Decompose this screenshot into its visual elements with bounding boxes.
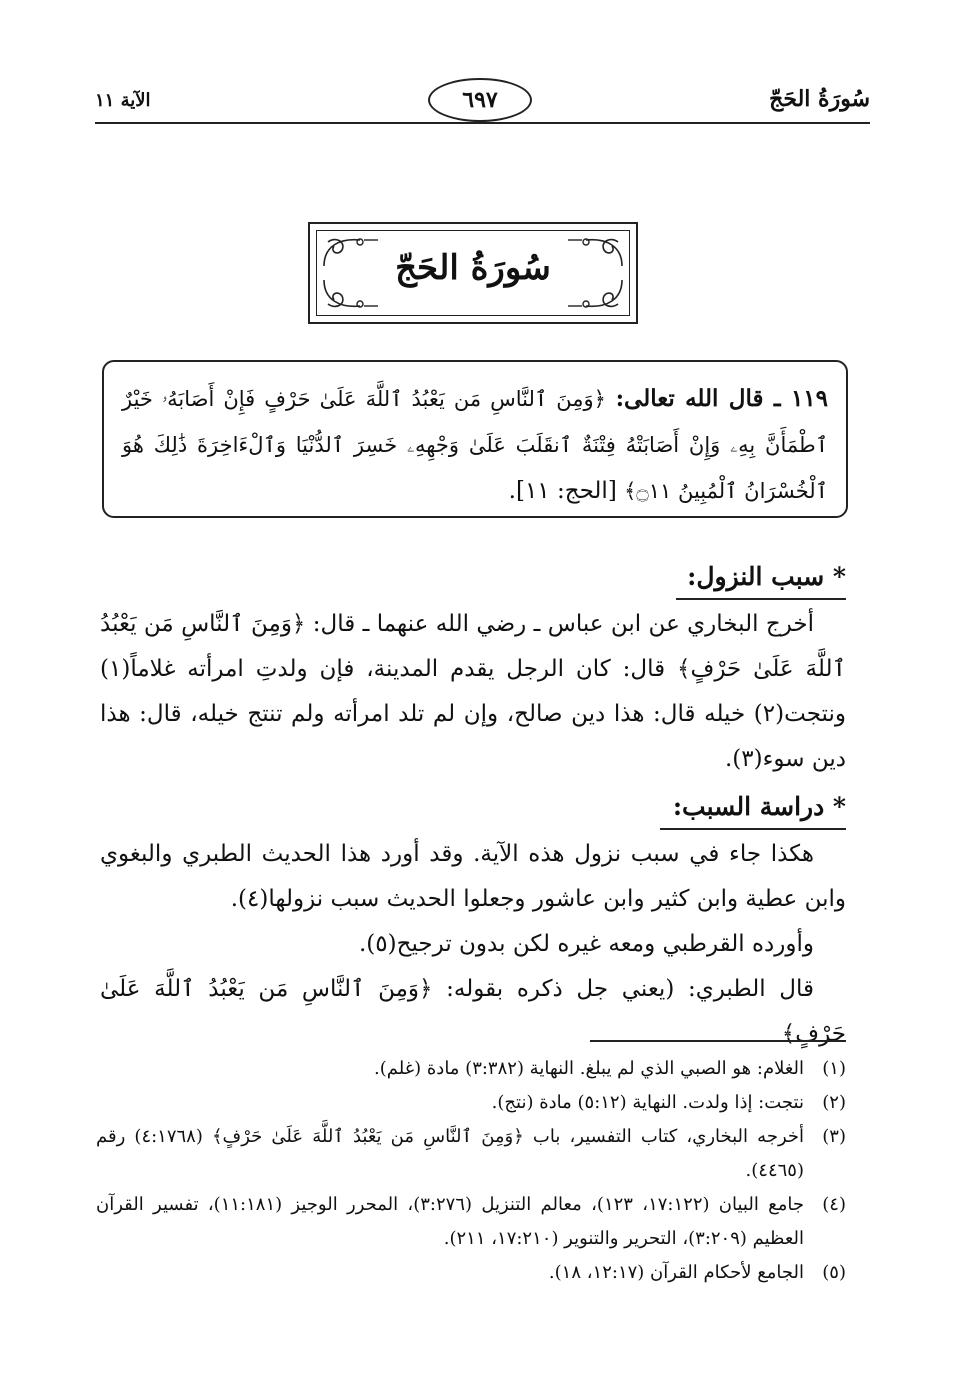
surah-title-frame xyxy=(308,222,638,324)
verse-reference: [الحج: ١١]. xyxy=(508,478,617,504)
paragraph: قال الطبري: (يعني جل ذكره بقوله: ﴿وَمِنَ ٱلنَّاسِ مَن يَعْبُدُ ٱللَّهَ عَلَىٰ حَرْفٍ﴾ xyxy=(100,976,846,1047)
paragraph: أخرج البخاري عن ابن عباس ـ رضي الله عنهما ـ قال: ﴿وَمِنَ ٱلنَّاسِ مَن يَعْبُدُ ٱللَّهَ عَلَىٰ حَرْفٍ﴾ قال: كان الرجل يقدم المدينة، فإن ولدتِ امرأته غلاماً(١) ونتجت(٢) خيله قال: هذا دين صالح، وإن لم تلد امرأته ولم تنتج خيله، قال: هذا دين سوء(٣). xyxy=(100,611,846,772)
section-heading-cause: * سبب النزول: xyxy=(687,562,846,591)
running-header-ayah: الآية ١١ xyxy=(95,90,151,111)
footnote-text: الغلام: هو الصبي الذي لم يبلغ. النهاية (٣:٣٨٢) مادة (غلم). xyxy=(374,1058,804,1079)
paragraph: هكذا جاء في سبب نزول هذه الآية. وقد أورد هذا الحديث الطبري والبغوي وابن عطية وابن كثير وابن عاشور وجعلوا الحديث سبب نزولها(٤). xyxy=(100,841,846,912)
footnote-number: (٥) xyxy=(822,1262,846,1283)
footnote xyxy=(96,1052,846,1086)
section-heading-study: * دراسة السبب: xyxy=(672,792,846,821)
running-header-surah: سُورَةُ الحَجّ xyxy=(769,86,870,112)
header-divider xyxy=(95,122,870,124)
footnote-number: (٣) xyxy=(822,1126,846,1147)
section-cause-body xyxy=(100,602,846,782)
section-heading-underline xyxy=(660,828,846,830)
section-heading-underline xyxy=(676,598,846,600)
footnote xyxy=(96,1256,846,1290)
section-study-body xyxy=(100,832,846,1057)
footnote-number: (١) xyxy=(822,1058,846,1079)
page-number: ٦٩٧ xyxy=(428,78,532,122)
footnote-number: (٢) xyxy=(822,1092,846,1113)
verse-box xyxy=(102,360,848,518)
footnote xyxy=(96,1188,846,1256)
footnote-text: نتجت: إذا ولدت. النهاية (٥:١٢) مادة (نتج). xyxy=(491,1092,804,1113)
footnote xyxy=(96,1120,846,1188)
paragraph: وأورده القرطبي ومعه غيره لكن بدون ترجيح(٥). xyxy=(359,931,814,957)
footnote-divider xyxy=(590,1040,846,1042)
footnote-text: أخرجه البخاري، كتاب التفسير، باب ﴿وَمِنَ ٱلنَّاسِ مَن يَعْبُدُ ٱللَّهَ عَلَىٰ حَرْفٍ﴾ (٤:١٧٦٨) رقم (٤٤٦٥). xyxy=(96,1126,804,1181)
quran-verse-text: ﴿وَمِنَ ٱلنَّاسِ مَن يَعْبُدُ ٱللَّهَ عَلَىٰ حَرْفٍ فَإِنْ أَصَابَهُۥ خَيْرٌ ٱطْمَأَنَّ بِهِۦ وَإِنْ أَصَابَتْهُ فِتْنَةٌ ٱنقَلَبَ عَلَىٰ وَجْهِهِۦ خَسِرَ ٱلدُّنْيَا وَٱلْءَاخِرَةَ ذَٰلِكَ هُوَ ٱلْخُسْرَانُ ٱلْمُبِينُ ۝١١﴾ xyxy=(122,387,828,503)
footnote-text: جامع البيان (١٧:١٢٢، ١٢٣)، معالم التنزيل (٣:٢٧٦)، المحرر الوجيز (١١:١٨١)، تفسير القرآن العظيم (٣:٢٠٩)، التحرير والتنوير (١٧:٢١٠، ٢١١). xyxy=(96,1194,804,1249)
footnotes xyxy=(96,1052,846,1290)
verse-lead: ١١٩ ـ قال الله تعالى: xyxy=(615,385,828,412)
footnote-text: الجامع لأحكام القرآن (١٢:١٧، ١٨). xyxy=(548,1262,804,1283)
footnote xyxy=(96,1086,846,1120)
footnote-number: (٤) xyxy=(822,1194,846,1215)
surah-title: سُورَةُ الحَجّ xyxy=(395,248,551,288)
